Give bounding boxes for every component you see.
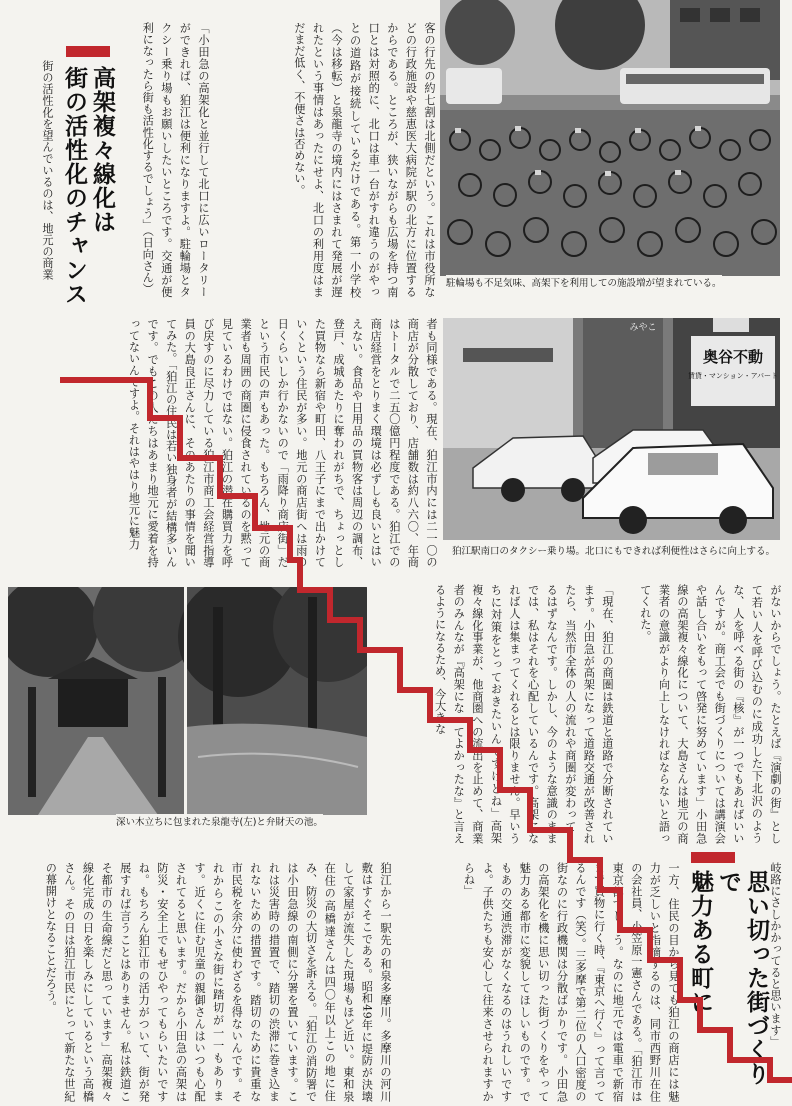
top-column-1: 客の行先の約七割は北側だという。これは市役所などの行政施設や慈恵医大病院が駅の北方に位置するからである。ところが、狭いながらも広場を持つ南口とは対照的に、北口は車一台がすれ違うのがやっとの道路が接続しているだけである。第一小学校（今は移転）と泉龍寺の境内にはさまれて発展が遅れたという事情はあったにせよ、北口の利用度はまだまだ低く、不便さは否めない。 (292, 22, 436, 298)
taxi-photo-sign-rental: 賃貸・マンション・アパート (687, 372, 779, 380)
lower-column-b: 「現在、狛江の商圏は鉄道と道路で分断されています。小田急が高架になって道路交通が改善されたら、当然市全体の人の流れや商圏が変わってくるはずなんです。しかし、今のような意識のままでは、私はそれを心配しているんです。高架になれば人は集まってくれるとは限りません。早いうちに対策をとっておきたいんですけどね」高架複々線化事業が、他商圏への流出を止めて、商業者のみんなが『高架になってよかったな』と言えるようになるため、今大きな (433, 584, 614, 844)
heading-1-line-1: 高架複々線化は (89, 66, 115, 234)
top-column-2: 「小田急の高架化と並行して北口に広いロータリーができれば、狛江は便利になりますよ。駐輪場とタクシー乗り場もお願いしたいところです。交通が便利になったら街も活性化するでしょう」（日向さん） (141, 22, 210, 298)
bottom-column-a: 岐路にさしかかってると思います」 (769, 862, 782, 1048)
heading-2-accent-bar (691, 852, 735, 863)
photo-bicycle-parking-caption: 駐輪場も不足気味、高架下を利用しての施設増が望まれている。 (446, 275, 722, 289)
heading-1 (60, 66, 116, 306)
bicycle-parking-image (440, 0, 780, 276)
photo-bicycle-parking (440, 0, 780, 276)
photo-temple-and-pond (8, 587, 367, 815)
heading-2-line-1: 思い切った街づくりで (715, 870, 769, 1086)
heading-2-line-2: 魅力ある町に (687, 870, 713, 1014)
taxi-photo-sign-realestate: 奥谷不動 (702, 348, 764, 366)
photo-taxi-stand-caption: 狛江駅南口のタクシー乗り場。北口にもできれば利便性はさらに向上する。 (452, 543, 775, 557)
lower-column-a: がないからでしょう。たとえば『演劇の街』として若い人を呼び込むのに成功した下北沢のような、人を呼べる街の『核』が一つでもあればいいんですが。商工会でも街づくりについては講演会や話し合いをもって啓発に努めています」小田急線の高架複々線化について、大島さんは地元の商業者の意識がより向上しなければならないと語ってくれた。 (638, 584, 782, 844)
photo-temple-caption: 深い木立ちに包まれた泉龍寺(左)と弁財天の池。 (116, 814, 323, 828)
taxi-stand-image (443, 318, 780, 540)
bottom-column-c: 狛江から一駅先の和泉多摩川。多摩川の河川敷はすぐそこである。昭和49年に堤防が決壊して家屋が流失した現場もほど近い。東和泉在住の高橋達さんは四〇年以上この地に住み、防災の大切さを訴える。「狛江の消防署では小田急線の南側に分署を置いています。これは災害時の措置で、踏切の渋滞に巻き込まれないための措置です。踏切のために貴重な市民税を余分に使わざるを得ないんです。それからこの小さな街に踏切が一一もあります。近くに住む児童の親御さんはいつも心配されてると思います。だから小田急の高架は防災・安全上でもぜひやってもらいたいですね。もちろん狛江市の活力がついて、街が発展すれば言うことはありません。私は鉄道こそ都市の生命線だと思っています」高架複々線化完成の日を楽しみにしているという高橋さん。その日は狛江市民にとって新たな世紀の幕開けとなることだろう。 (44, 862, 392, 1102)
intro-column: 街の活性化を望んでいるのは、地元の商業 (41, 60, 54, 281)
heading-1-accent-bar (66, 46, 110, 57)
middle-column: 者も同様である。現在、狛江市内には二一〇の商店が分散しており、店舗数は約八六〇、年商はトータルで二五〇億円程度である。狛江での商店経営をとりまく環境は必ずしも良いとはいえない。食品や日用品の買物客は周辺の調布、登戸、成城あたりに奪われがちで、ちょっとした買物なら新宿や町田、八王子にまで出かけていくという住民が多い。地元の商店街へは雨の日くらいしか行かないので「雨降り商店街」だという市民の声もあった。もちろん、地元の商業者も周囲の商圏に侵食されているのを黙って見ているわけではない。狛江の潜在購買力を呼び戻すのに尽力している狛江市商工会経営指導員の大島良正さんに、そのあたりの事情を聞いてみた。「狛江の住民は若い独身者が結構多いんです。でもこの人たちはあまり地元に愛着を持ってないんですよ。それはやはり地元に魅力 (127, 318, 438, 568)
bottom-column-b: 一方、住民の目から見ても狛江の商店には魅力が乏しいと指摘するのは、同市西野川在住の会社員、小笠原一憲さんである。「狛江市は東京都でしょう。なのに地元では電車で新宿まで買物に行く時、『東京へ行く』って言ってるんです（笑）。三多摩で第二位の人口密度の街なのに行政機関は分散ばかりです。小田急の高架化を機に思い切った街づくりをやって魅力ある都市に変貌してほしいものです。でもあの交通渋滞がなくなるのはうれしいですよ。子供たちも安心して往来させられますからね」 (462, 862, 680, 1102)
temple-pond-image (8, 587, 367, 815)
heading-1-line-2: 街の活性化のチャンス (61, 66, 87, 306)
photo-taxi-stand (443, 318, 780, 540)
taxi-photo-sign-shop: みやこ (629, 323, 657, 333)
